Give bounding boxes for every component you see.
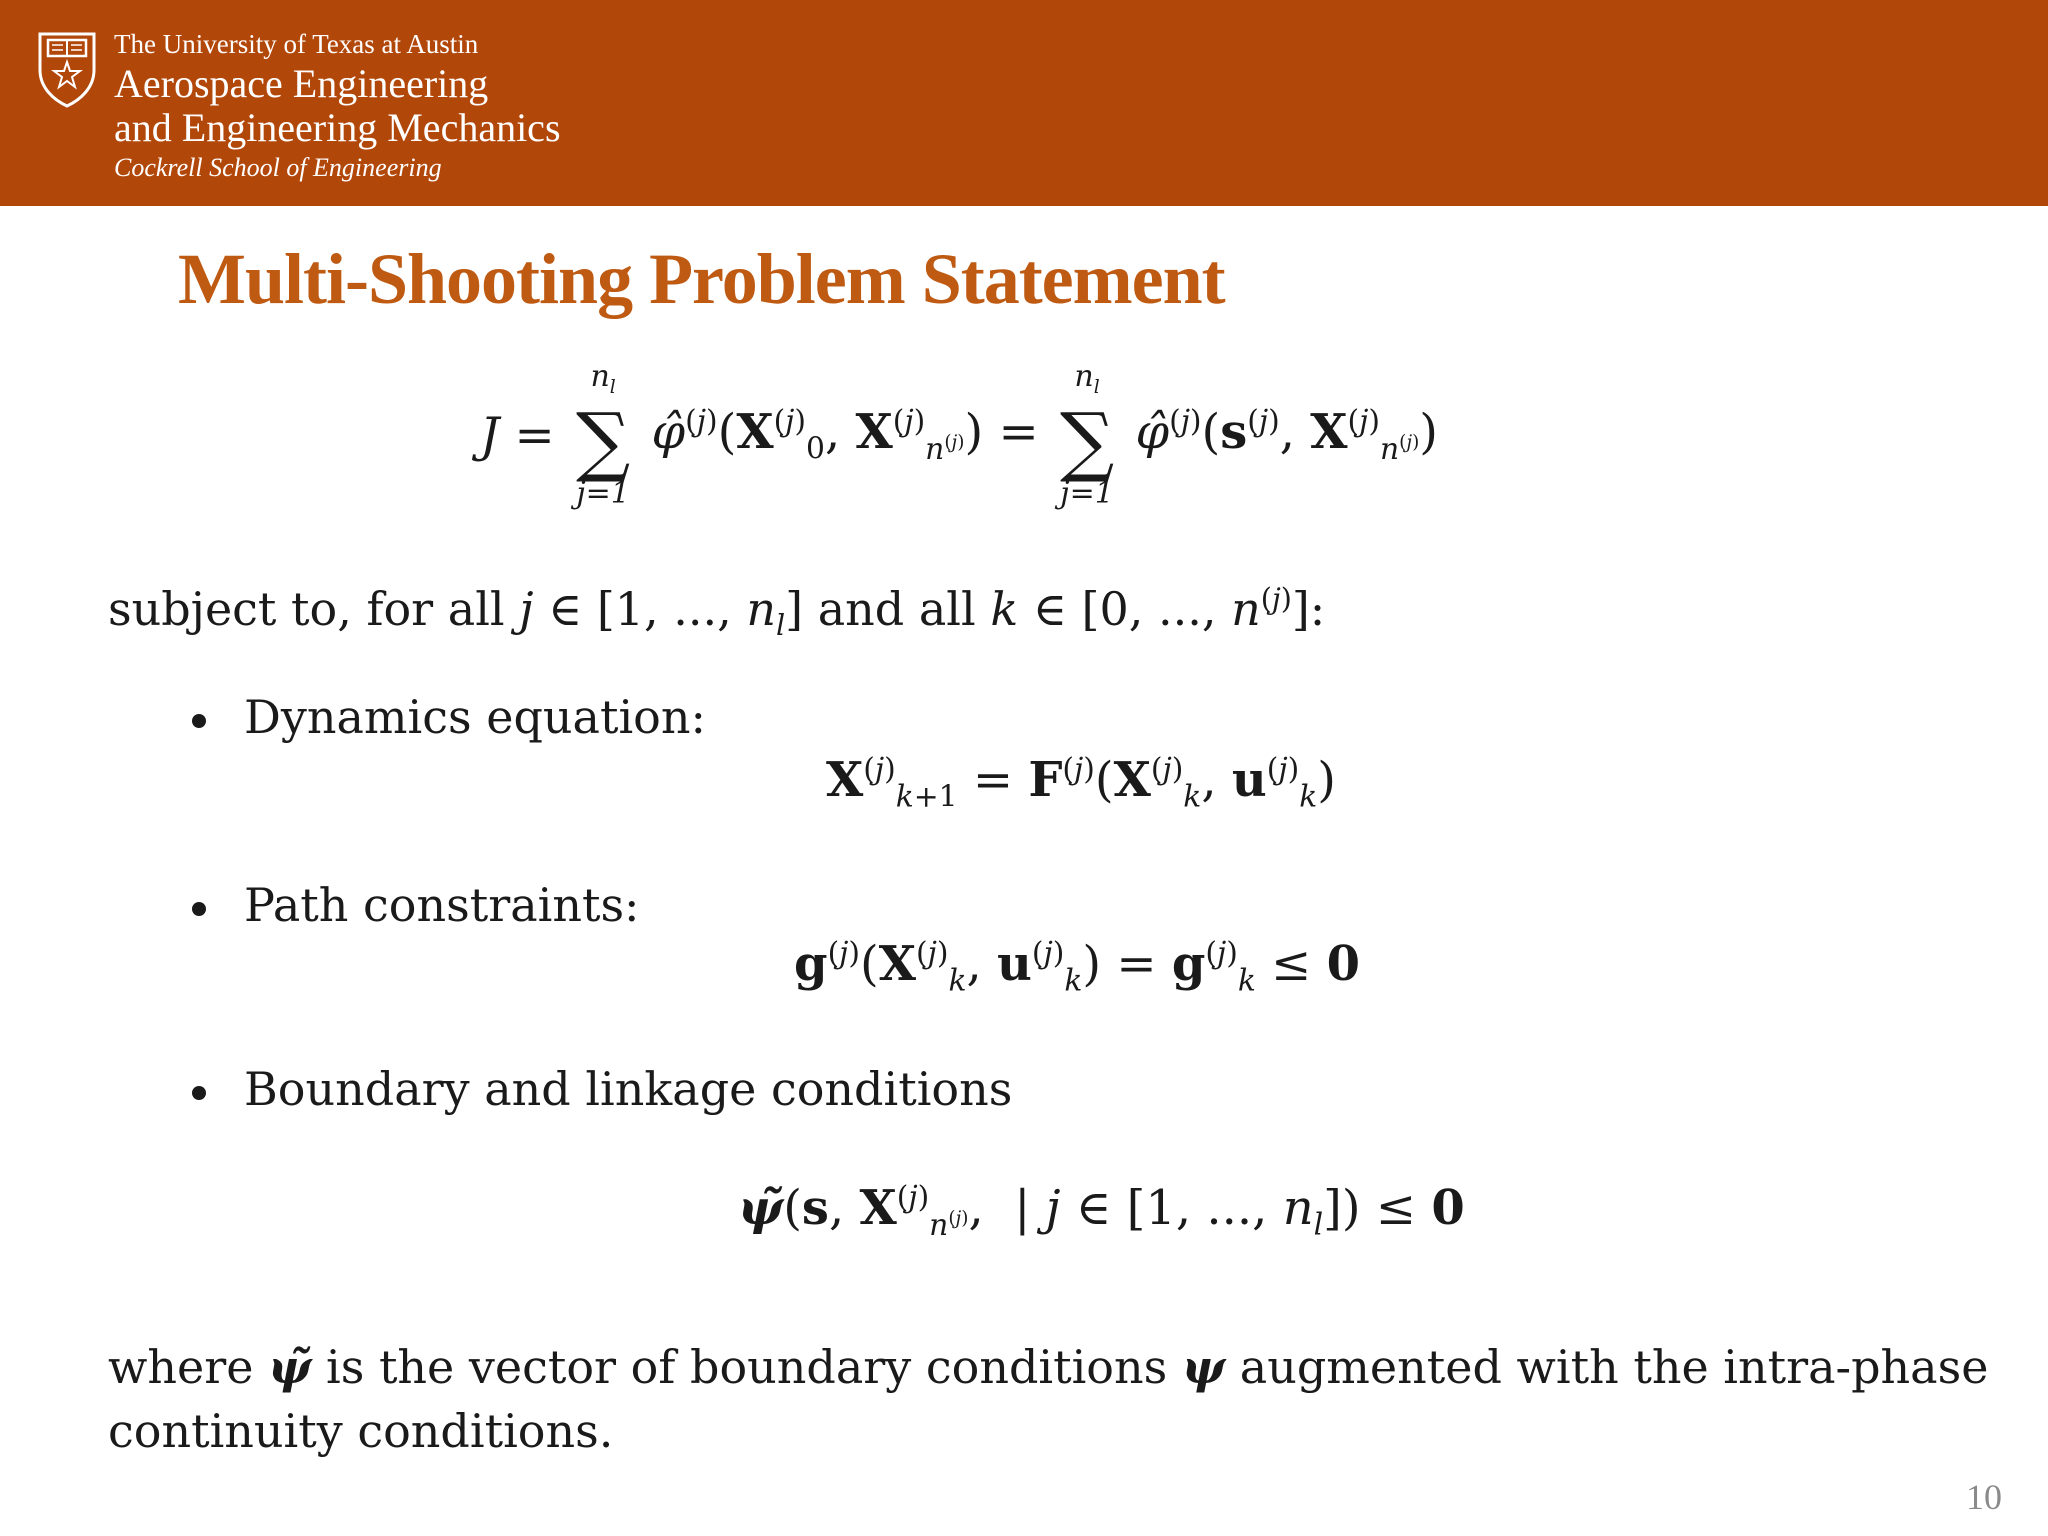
brand-block <box>114 26 561 186</box>
bullet-dot <box>192 1086 206 1100</box>
where-line-1: where ψ̃ is the vector of boundary conditions ψ augmented with the intra-phase <box>108 1340 1989 1394</box>
sum-symbol-2: $n_l$ ∑ j=1 <box>1059 359 1115 511</box>
path-constraint-equation: $g^{(j)}(X^{(j)}_k$, $u^{(j)}_k) = g^{(j)}_k \le 0$ <box>794 936 1361 999</box>
boundary-condition-equation: ψ̃(s, $X^{(j)}_{n^{(j)}}$, | j ∈ [1, ..., $n_l]) \le 0$ <box>738 1180 1465 1243</box>
bullet-path-constraints <box>192 878 640 932</box>
subject-to-line: subject to, for all j ∈ [1, ..., $n_l$] and all k ∈ [0, ..., $n^{(j)}$]: <box>108 582 1326 643</box>
page-number: 10 <box>1966 1477 2002 1517</box>
header-banner <box>0 0 2048 206</box>
bullet-label: Dynamics equation: <box>244 690 706 744</box>
bullet-label: Boundary and linkage conditions <box>244 1062 1013 1116</box>
ut-shield-icon <box>36 30 98 108</box>
slide-title: Multi-Shooting Problem Statement <box>178 239 1225 319</box>
department-line-2: and Engineering Mechanics <box>114 105 561 150</box>
bullet-dynamics <box>192 690 706 744</box>
bullet-dot <box>192 902 206 916</box>
objective-lhs: J <box>480 407 500 464</box>
objective-equation: J = $n_l$ ∑ j=1 $\varphî^{(j)}(X^{(j)}_0$, $X^{(j)}_{n^{(j)}}$) = $n_l$ ∑ j=1 $\varphî^{(j)}(s^{(j)}$, $X^{(j)}_{n^{(j)}}$) <box>480 359 1438 511</box>
bullet-label: Path constraints: <box>244 878 640 932</box>
school-name: Cockrell School of Engineering <box>114 153 442 182</box>
department-line-1: Aerospace Engineering <box>114 61 489 106</box>
sum-symbol-1: $n_l$ ∑ j=1 <box>575 359 631 511</box>
where-line-2: continuity conditions. <box>108 1404 614 1458</box>
bullet-boundary-conditions <box>192 1062 1012 1116</box>
university-name: The University of Texas at Austin <box>114 29 479 59</box>
bullet-dot <box>192 714 206 728</box>
dynamics-equation: $X^{(j)}_{k+1} = F^{(j)}(X^{(j)}_k$, $u^{(j)}_k$) <box>826 752 1336 815</box>
